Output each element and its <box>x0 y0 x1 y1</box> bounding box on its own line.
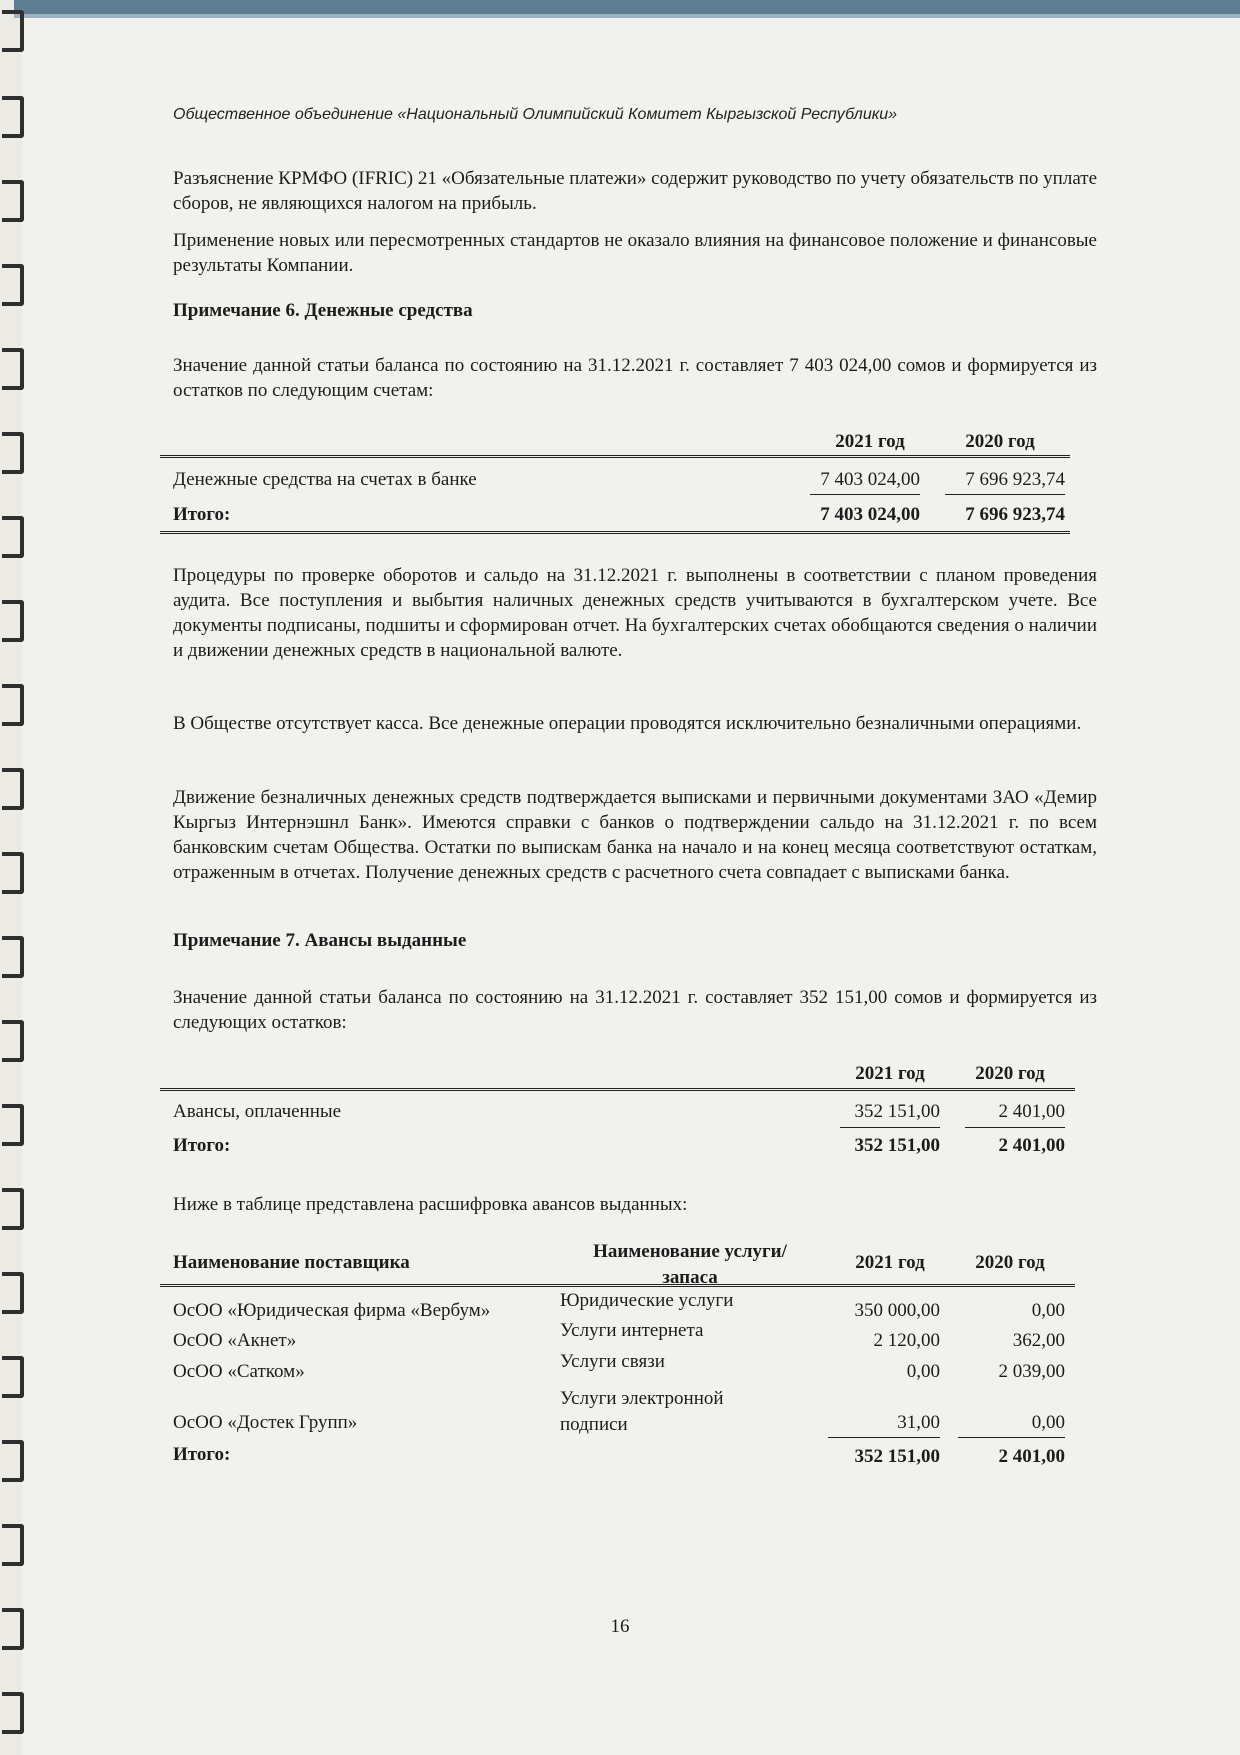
bd-2020: 362,00 <box>1012 1330 1065 1351</box>
note6-row-label: Денежные средства на счетах в банке <box>173 469 477 490</box>
note7-col-2021: 2021 год <box>855 1063 925 1084</box>
bd-col-2020: 2020 год <box>975 1252 1045 1273</box>
note6-total-2020: 7 696 923,74 <box>965 504 1065 525</box>
note6-procedures: Процедуры по проверке оборотов и сальдо на 31.12.2021 г. выполнены в соответствии с планом проведения аудита. Все поступления и выбытия наличных денежных средств учитываются в бухгалтерском учете. Все документы подписаны, подшиты и сформирован отчет. На бухгалтерских счетах обобщаются сведения о наличии и движении денежных средств в национальной валюте. <box>173 565 1097 661</box>
bd-2020: 2 039,00 <box>998 1361 1065 1382</box>
binding-ring <box>2 684 24 726</box>
cover-edge-shadow <box>14 14 1240 18</box>
binding-ring <box>2 936 24 978</box>
note6-col-2020: 2020 год <box>965 431 1035 452</box>
note6-col-2021: 2021 год <box>835 431 905 452</box>
bd-2020: 0,00 <box>1031 1412 1065 1433</box>
binding-ring <box>2 10 24 52</box>
binding-ring <box>2 852 24 894</box>
note7-row-label: Авансы, оплаченные <box>173 1101 342 1122</box>
bd-service: Услуги интернета <box>560 1320 704 1341</box>
binding-ring <box>2 1272 24 1314</box>
binding-ring <box>2 1356 24 1398</box>
bd-col-supplier: Наименование поставщика <box>173 1252 410 1273</box>
note7-header-rule <box>160 1088 1075 1091</box>
note6-row-2020: 7 696 923,74 <box>965 469 1065 490</box>
binding-ring <box>2 516 24 558</box>
bd-2021: 350 000,00 <box>854 1300 940 1321</box>
binding-ring <box>2 768 24 810</box>
bd-rule-2021 <box>828 1437 940 1438</box>
bd-total-2020: 2 401,00 <box>998 1446 1065 1467</box>
bd-supplier: ОсОО «Сатком» <box>173 1361 305 1382</box>
bd-total-2021: 352 151,00 <box>854 1446 940 1467</box>
bd-service-line2: подписи <box>560 1414 628 1435</box>
bd-2021: 2 120,00 <box>873 1330 940 1351</box>
note7-lead: Значение данной статьи баланса по состоянию на 31.12.2021 г. составляет 352 151,00 сомов и формируется из следующих остатков: <box>173 987 1097 1033</box>
note6-lead: Значение данной статьи баланса по состоянию на 31.12.2021 г. составляет 7 403 024,00 сомов и формируется из остатков по следующим счетам: <box>173 355 1097 401</box>
bd-supplier: ОсОО «Акнет» <box>173 1330 297 1351</box>
binding-ring <box>2 1020 24 1062</box>
bd-supplier: ОсОО «Достек Групп» <box>173 1412 358 1433</box>
bd-total-label: Итого: <box>173 1444 231 1465</box>
binding-ring <box>2 1188 24 1230</box>
note7-col-2020: 2020 год <box>975 1063 1045 1084</box>
note7-breakdown-lead: Ниже в таблице представлена расшифровка авансов выданных: <box>173 1194 688 1215</box>
running-header: Общественное объединение «Национальный Олимпийский Комитет Кыргызской Республики» <box>173 106 898 123</box>
bd-supplier: ОсОО «Юридическая фирма «Вербум» <box>173 1300 491 1321</box>
binding-ring <box>2 600 24 642</box>
bd-service: Юридические услуги <box>560 1290 734 1311</box>
binding-ring <box>2 1104 24 1146</box>
bd-col-service-line1: Наименование услуги/ <box>593 1241 787 1262</box>
note7-title: Примечание 7. Авансы выданные <box>173 930 467 951</box>
page-number: 16 <box>610 1616 630 1637</box>
binding-ring <box>2 432 24 474</box>
note7-total-label: Итого: <box>173 1135 231 1156</box>
bd-2021: 0,00 <box>906 1361 940 1382</box>
bd-2020: 0,00 <box>1031 1300 1065 1321</box>
note6-total-2021: 7 403 024,00 <box>820 504 920 525</box>
note6-no-cashdesk: В Обществе отсутствует касса. Все денежные операции проводятся исключительно безналичными операциями. <box>173 713 1082 734</box>
binding-ring <box>2 1692 24 1734</box>
note7-rule-2021 <box>840 1127 940 1128</box>
note7-row-2021: 352 151,00 <box>854 1101 940 1122</box>
binding-ring <box>2 180 24 222</box>
note7-rule-2020 <box>965 1127 1065 1128</box>
note6-total-label: Итого: <box>173 504 231 525</box>
binding-ring <box>2 264 24 306</box>
bd-rule-2020 <box>958 1437 1065 1438</box>
binding-ring <box>2 348 24 390</box>
binding-ring <box>2 96 24 138</box>
bd-service: Услуги связи <box>560 1351 665 1372</box>
note6-rule-2020 <box>945 494 1065 495</box>
note6-row-2021: 7 403 024,00 <box>820 469 920 490</box>
bd-service-line1: Услуги электронной <box>560 1388 724 1409</box>
note7-row-2020: 2 401,00 <box>998 1101 1065 1122</box>
bd-service <box>560 1386 724 1438</box>
bd-2021: 31,00 <box>897 1412 940 1433</box>
note6-bank-movement: Движение безналичных денежных средств подтверждается выписками и первичными документами ЗАО «Демир Кыргыз Интернэшнл Банк». Имеются справки с банков о подтверждении сальдо на 31.12.2021 г. по всем банковским счетам Общества. Остатки по выпискам банка на начало и на конец месяца соответствуют остаткам, отраженным в отчетах. Получение денежных средств с расчетного счета совпадает с выписками банка. <box>173 787 1097 883</box>
paragraph-ifric21: Разъяснение КРМФО (IFRIC) 21 «Обязательные платежи» содержит руководство по учету обязательств по уплате сборов, не являющихся налогом на прибыль. <box>173 168 1097 214</box>
bd-header-rule <box>160 1284 1075 1287</box>
note7-total-2021: 352 151,00 <box>854 1135 940 1156</box>
note6-total-rule <box>160 531 1070 534</box>
bd-col-2021: 2021 год <box>855 1252 925 1273</box>
note6-title: Примечание 6. Денежные средства <box>173 300 473 321</box>
note6-header-rule <box>160 455 1070 458</box>
cover-edge <box>14 0 1240 14</box>
paragraph-new-standards: Применение новых или пересмотренных стандартов не оказало влияния на финансовое положение и финансовые результаты Компании. <box>173 230 1097 276</box>
binding-ring <box>2 1440 24 1482</box>
binding-ring <box>2 1524 24 1566</box>
note6-rule-2021 <box>810 494 920 495</box>
bd-col-service-line2: запаса <box>662 1267 718 1288</box>
note7-total-2020: 2 401,00 <box>998 1135 1065 1156</box>
